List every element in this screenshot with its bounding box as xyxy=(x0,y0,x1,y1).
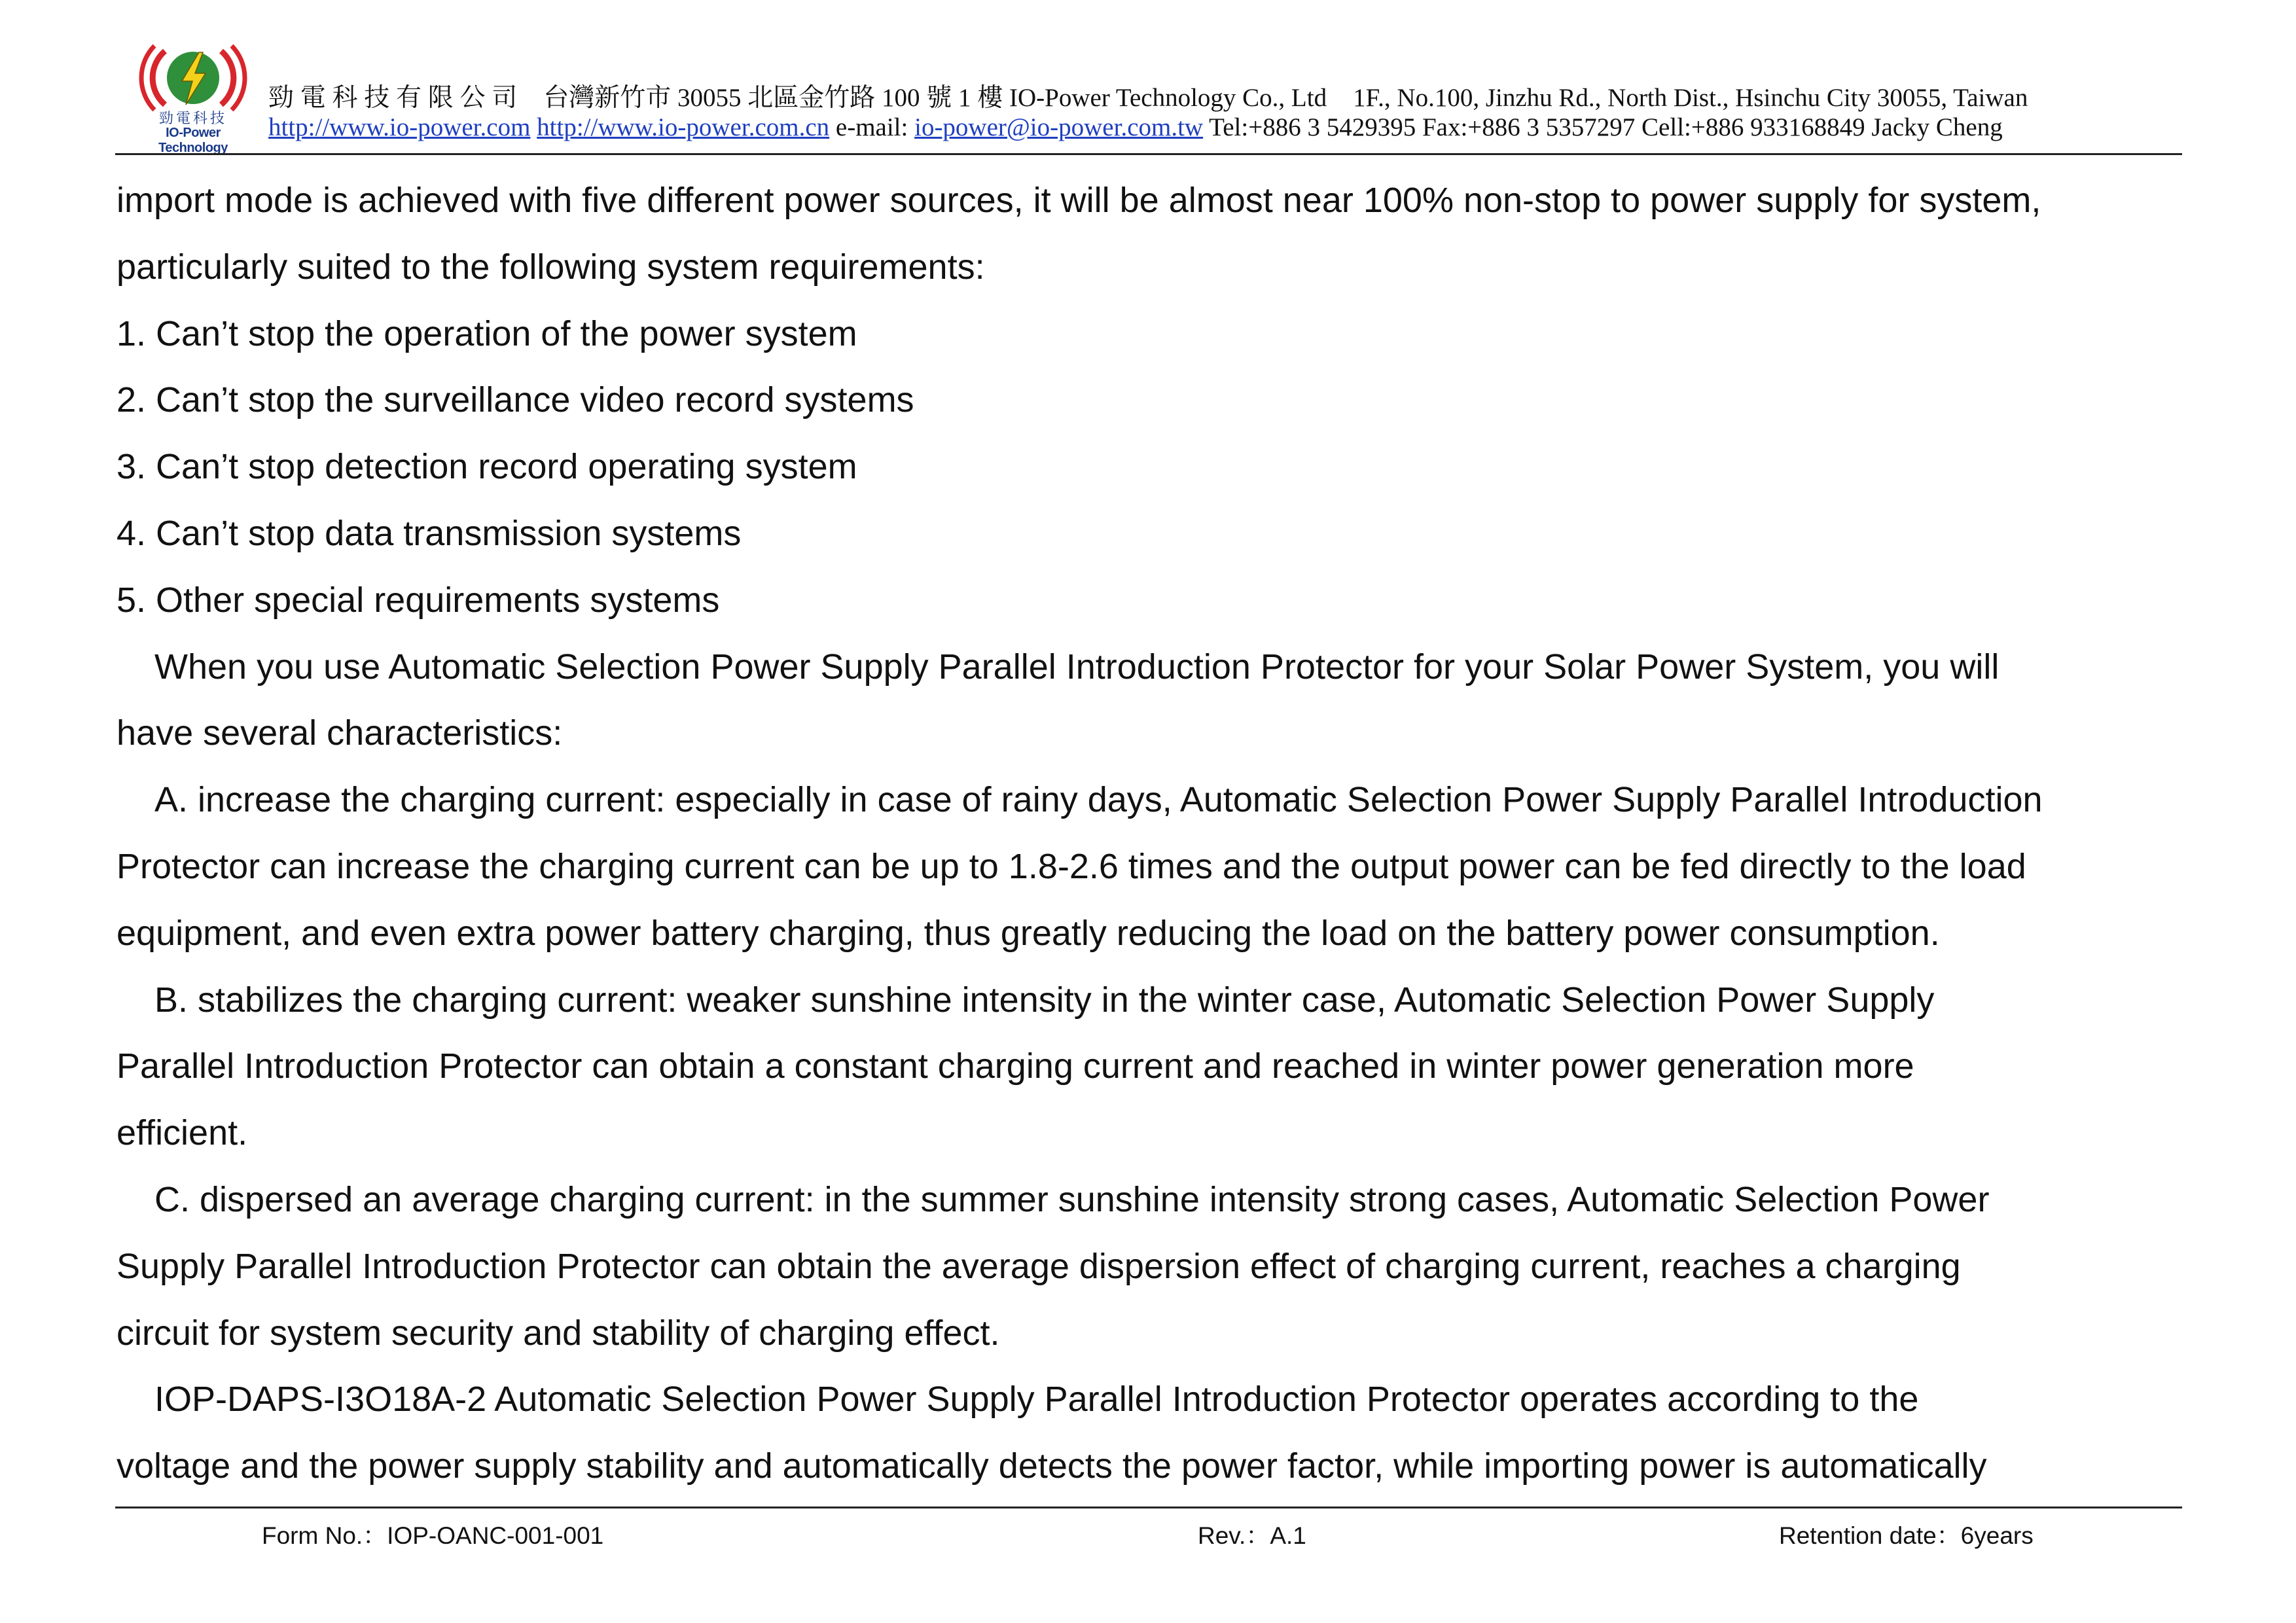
contact-numbers: Tel:+886 3 5429395 Fax:+886 3 5357297 Cell:+886 933168849 Jacky Cheng xyxy=(1209,113,2003,141)
company-logo xyxy=(131,42,255,154)
email-label: e-mail: xyxy=(835,113,908,141)
logo-chinese-name: 勁電科技 xyxy=(158,111,227,127)
document-body xyxy=(117,168,2191,1500)
letterhead xyxy=(131,42,2186,154)
body-line: 5. Other special requirements systems xyxy=(117,580,720,620)
header-company-line xyxy=(268,77,2028,114)
body-line: Protector can increase the charging current can be up to 1.8-2.6 times and the output power can be fed directly to the load xyxy=(117,846,2026,886)
header-divider xyxy=(115,153,2182,155)
body-line: have several characteristics: xyxy=(117,713,563,753)
body-line: efficient. xyxy=(117,1113,248,1153)
company-name-en: IO-Power Technology Co., Ltd xyxy=(1009,84,1327,112)
address-en: 1F., No.100, Jinzhu Rd., North Dist., Hsinchu City 30055, Taiwan xyxy=(1353,84,2028,112)
body-line: particularly suited to the following system requirements: xyxy=(117,247,985,287)
body-line: import mode is achieved with five different power sources, it will be almost near 100% non-stop to power supply for system, xyxy=(117,181,2041,220)
body-line: B. stabilizes the charging current: weaker sunshine intensity in the winter case, Automatic Selection Power Supply xyxy=(154,980,1935,1020)
retention-date: Retention date：6years xyxy=(1779,1522,2034,1549)
body-line: When you use Automatic Selection Power Supply Parallel Introduction Protector for your Solar Power System, you will xyxy=(154,647,2000,687)
body-line: Supply Parallel Introduction Protector can obtain the average dispersion effect of charging current, reaches a charging xyxy=(117,1246,1961,1286)
body-line: voltage and the power supply stability and automatically detects the power factor, while importing power is automatically xyxy=(117,1446,1987,1486)
body-line: 3. Can’t stop detection record operating system xyxy=(117,447,857,487)
body-line: circuit for system security and stability of charging effect. xyxy=(117,1313,1000,1353)
body-line: IOP-DAPS-I3O18A-2 Automatic Selection Power Supply Parallel Introduction Protector operates according to the xyxy=(154,1380,1919,1419)
logo-english-name: IO-Power Technology xyxy=(158,126,228,155)
body-line: 1. Can’t stop the operation of the power system xyxy=(117,313,857,353)
body-line: A. increase the charging current: especially in case of rainy days, Automatic Selection Power Supply Parallel Introduction xyxy=(154,780,2043,820)
body-line: Parallel Introduction Protector can obtain a constant charging current and reached in winter power generation more xyxy=(117,1046,1914,1086)
revision: Rev.：A.1 xyxy=(1198,1522,1306,1549)
body-line: 4. Can’t stop data transmission systems xyxy=(117,513,742,553)
address-cn: 台灣新竹市 30055 北區金竹路 100 號 1 樓 xyxy=(543,84,1003,112)
footer-divider xyxy=(115,1507,2182,1508)
body-line: equipment, and even extra power battery charging, thus greatly reducing the load on the battery power consumption. xyxy=(117,913,1940,953)
header-contact-line xyxy=(268,113,2003,142)
website-link-cn[interactable]: http://www.io-power.com.cn xyxy=(537,113,830,141)
email-link[interactable]: io-power@io-power.com.tw xyxy=(914,113,1204,141)
website-link-com[interactable]: http://www.io-power.com xyxy=(268,113,531,141)
lightning-bolt-logo-icon xyxy=(131,42,255,114)
form-number: Form No.：IOP-OANC-001-001 xyxy=(262,1522,604,1549)
body-line: 2. Can’t stop the surveillance video record systems xyxy=(117,380,914,420)
company-name-cn: 勁 電 科 技 有 限 公 司 xyxy=(268,84,518,112)
body-line: C. dispersed an average charging current: in the summer sunshine intensity strong cases, Automatic Selection Power xyxy=(154,1179,1990,1219)
